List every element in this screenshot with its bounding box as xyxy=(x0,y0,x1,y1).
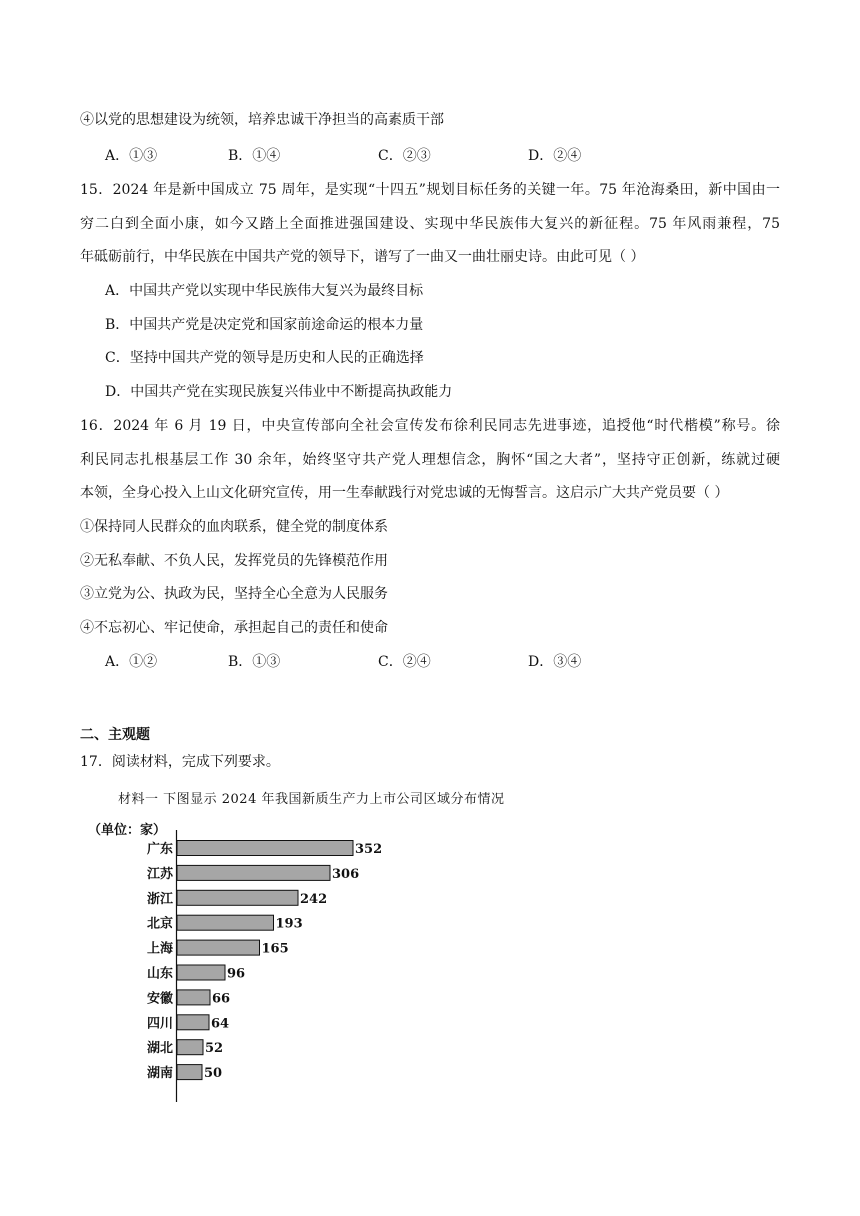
q16-option-d[interactable]: D．③④ xyxy=(528,654,582,670)
q16-option-a[interactable]: A．①② xyxy=(105,654,158,670)
data-label: 193 xyxy=(275,916,303,932)
bar xyxy=(177,1040,203,1055)
data-label: 165 xyxy=(261,941,289,957)
category-label: 山东 xyxy=(146,966,173,982)
category-label: 四川 xyxy=(146,1016,173,1032)
q15-option-c[interactable]: C．坚持中国共产党的领导是历史和人民的正确选择 xyxy=(105,350,424,366)
category-label: 江苏 xyxy=(146,866,173,882)
bar xyxy=(177,1015,209,1030)
chart-bars xyxy=(146,841,382,1082)
bar xyxy=(177,841,353,856)
bar xyxy=(177,915,274,930)
q17-stem: 17．阅读材料，完成下列要求。 xyxy=(80,754,280,770)
q15-stem-line-1: 15．2024 年是新中国成立 75 周年，是实现“十四五”规划目标任务的关键一年。75 年沧海桑田，新中国由一 xyxy=(80,182,780,198)
bar xyxy=(177,990,210,1005)
category-label: 湖北 xyxy=(146,1041,173,1057)
category-label: 北京 xyxy=(146,916,173,932)
q16-stem-line-1: 16．2024 年 6 月 19 日，中央宣传部向全社会宣传发布徐利民同志先进事迹，追授他“时代楷模”称号。徐 xyxy=(80,418,780,434)
category-label: 上海 xyxy=(146,941,173,957)
q14-item-4: ④以党的思想建设为统领，培养忠诚干净担当的高素质干部 xyxy=(80,112,444,128)
q16-item-2: ②无私奉献、不负人民，发挥党员的先锋模范作用 xyxy=(80,553,388,569)
bar xyxy=(177,890,298,905)
q16-stem-line-2: 利民同志扎根基层工作 30 余年，始终坚守共产党人理想信念，胸怀“国之大者”，坚持守正创新，练就过硬 xyxy=(80,452,780,468)
data-label: 52 xyxy=(205,1041,224,1057)
data-label: 352 xyxy=(355,842,383,857)
category-label: 湖南 xyxy=(146,1066,173,1082)
data-label: 64 xyxy=(211,1016,230,1032)
material-1-caption: 材料一 下图显示 2024 年我国新质生产力上市公司区域分布情况 xyxy=(118,792,505,807)
q16-item-3: ③立党为公、执政为民，坚持全心全意为人民服务 xyxy=(80,586,388,602)
bar xyxy=(177,965,225,980)
data-label: 242 xyxy=(300,891,328,907)
data-label: 50 xyxy=(204,1066,223,1082)
data-label: 66 xyxy=(212,991,231,1007)
q16-item-4: ④不忘初心、牢记使命，承担起自己的责任和使命 xyxy=(80,620,388,636)
q15-stem-line-3: 年砥砺前行，中华民族在中国共产党的领导下，谱写了一曲又一曲壮丽史诗。由此可见（ ） xyxy=(80,249,645,265)
category-label: 安徽 xyxy=(146,991,173,1007)
bar xyxy=(177,865,330,880)
q16-stem-line-3: 本领，全身心投入上山文化研究宣传，用一生奉献践行对党忠诚的无悔誓言。这启示广大共产党员要（ ） xyxy=(80,485,729,501)
q15-option-b[interactable]: B．中国共产党是决定党和国家前途命运的根本力量 xyxy=(105,317,424,333)
bar-chart xyxy=(80,820,440,1102)
q15-option-a[interactable]: A．中国共产党以实现中华民族伟大复兴为最终目标 xyxy=(105,283,424,299)
q14-option-b[interactable]: B．①④ xyxy=(228,148,281,164)
q14-option-a[interactable]: A．①③ xyxy=(105,148,158,164)
category-label: 浙江 xyxy=(146,891,173,907)
q14-option-c[interactable]: C．②③ xyxy=(378,148,431,164)
q14-option-d[interactable]: D．②④ xyxy=(528,148,582,164)
q15-stem-line-2: 穷二白到全面小康，如今又踏上全面推进强国建设、实现中华民族伟大复兴的新征程。75 年风雨兼程，75 xyxy=(80,216,780,232)
data-label: 306 xyxy=(332,866,360,882)
q16-item-1: ①保持同人民群众的血肉联系，健全党的制度体系 xyxy=(80,519,388,535)
bar xyxy=(177,940,260,955)
q16-option-c[interactable]: C．②④ xyxy=(378,654,431,670)
data-label: 96 xyxy=(227,966,246,982)
q16-option-b[interactable]: B．①③ xyxy=(228,654,281,670)
q15-option-d[interactable]: D．中国共产党在实现民族复兴伟业中不断提高执政能力 xyxy=(105,384,453,400)
category-label: 广东 xyxy=(146,842,173,857)
chart-unit-label: （单位：家） xyxy=(88,823,167,838)
bar xyxy=(177,1065,202,1080)
section-heading: 二、主观题 xyxy=(80,727,150,743)
